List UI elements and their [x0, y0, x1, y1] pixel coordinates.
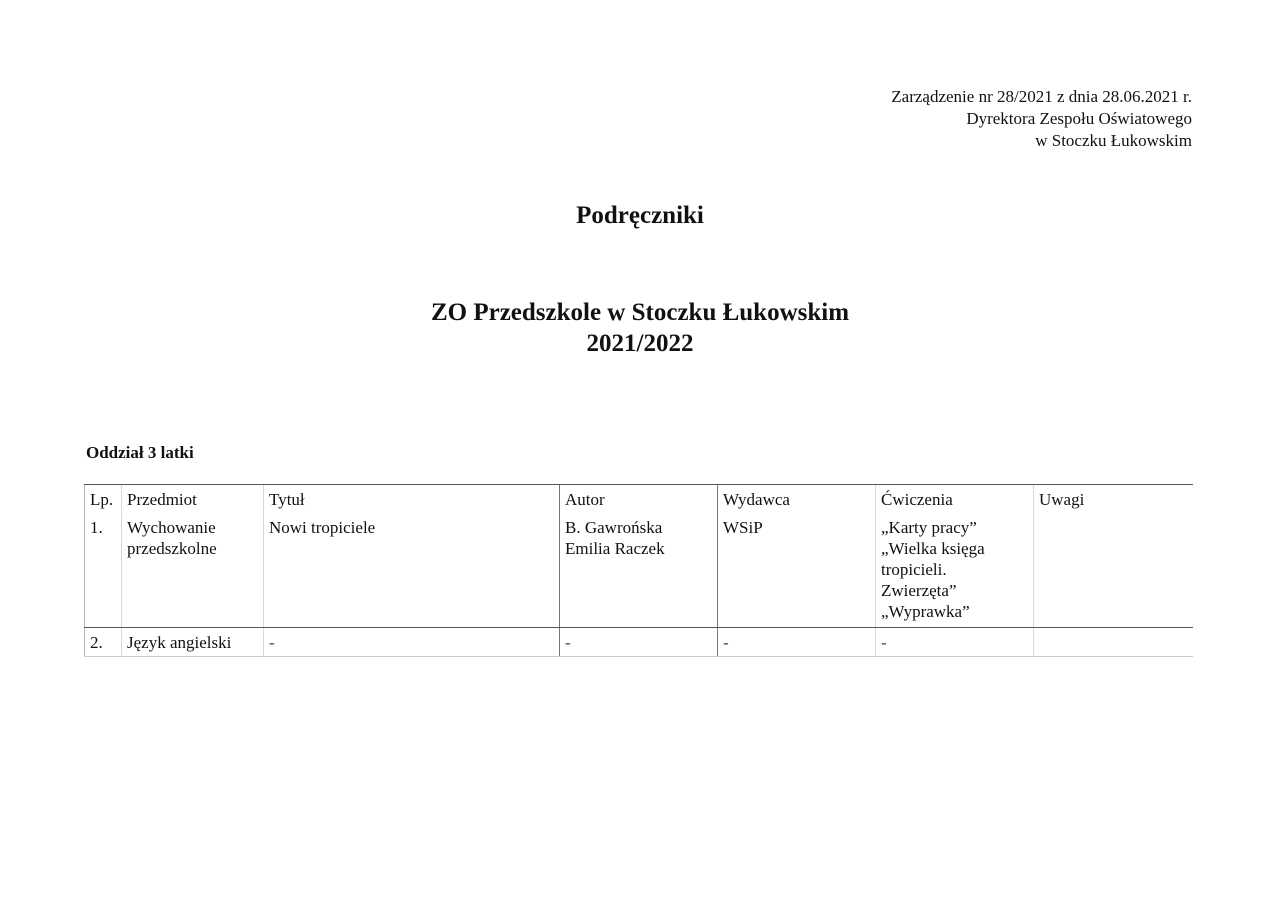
column-header-notes: Uwagi: [1034, 485, 1193, 514]
cell-author-line: B. Gawrońska: [565, 518, 663, 537]
cell-title: -: [264, 628, 560, 657]
column-header-title: Tytuł: [264, 485, 560, 514]
cell-exercises-line: tropicieli.: [881, 560, 947, 579]
document-subtitle: [0, 297, 1280, 359]
cell-title: Nowi tropiciele: [264, 513, 560, 628]
column-header-exercises: Ćwiczenia: [876, 485, 1034, 514]
cell-publisher: -: [718, 628, 876, 657]
cell-author: [560, 628, 718, 657]
cell-exercises-line: -: [881, 633, 887, 652]
cell-author-line: -: [565, 633, 571, 652]
cell-exercises: [876, 513, 1034, 628]
column-header-lp: Lp.: [85, 485, 122, 514]
section-label: Oddział 3 latki: [86, 443, 194, 462]
cell-exercises-line: „Karty pracy”: [881, 518, 977, 537]
cell-subject-line: Język angielski: [127, 633, 232, 652]
cell-subject: [122, 513, 264, 628]
cell-subject-line: przedszkolne: [127, 539, 217, 558]
table-header-row: [85, 485, 1193, 514]
order-header-line-2: Dyrektora Zespołu Oświatowego: [966, 109, 1192, 128]
column-header-subject: Przedmiot: [122, 485, 264, 514]
cell-exercises-line: „Wielka księga: [881, 539, 985, 558]
school-name: ZO Przedszkole w Stoczku Łukowskim: [430, 299, 850, 326]
cell-lp: 2.: [85, 628, 122, 657]
cell-exercises: [876, 628, 1034, 657]
order-header-line-1: Zarządzenie nr 28/2021 z dnia 28.06.2021 r.: [891, 87, 1192, 106]
cell-publisher: WSiP: [718, 513, 876, 628]
cell-author: [560, 513, 718, 628]
order-header-line-3: w Stoczku Łukowskim: [1035, 131, 1192, 150]
column-header-publisher: Wydawca: [718, 485, 876, 514]
cell-lp: 1.: [85, 513, 122, 628]
order-header: [891, 86, 1192, 152]
table-row: [85, 628, 1193, 657]
table-row: [85, 513, 1193, 628]
textbooks-table: [84, 484, 1193, 657]
cell-subject-line: Wychowanie: [127, 518, 216, 537]
cell-exercises-line: Zwierzęta”: [881, 581, 957, 600]
cell-author-line: Emilia Raczek: [565, 539, 665, 558]
cell-notes: [1034, 513, 1193, 628]
document-title: Podręczniki: [576, 202, 704, 229]
cell-subject: [122, 628, 264, 657]
school-year: 2021/2022: [586, 330, 694, 357]
column-header-author: Autor: [560, 485, 718, 514]
cell-notes: [1034, 628, 1193, 657]
cell-exercises-line: „Wyprawka”: [881, 602, 970, 621]
